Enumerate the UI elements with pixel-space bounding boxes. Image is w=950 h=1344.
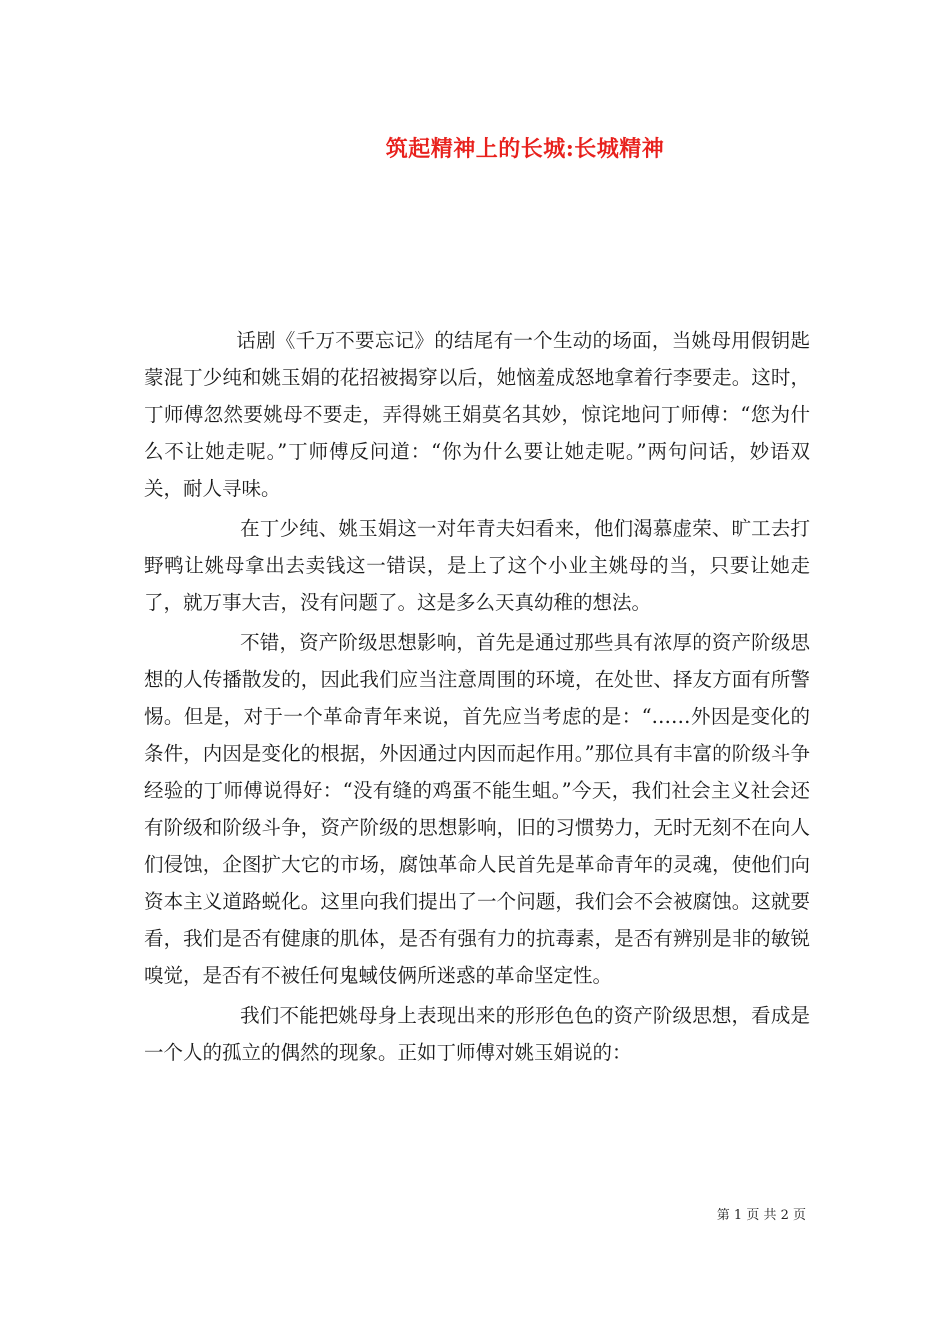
- paragraph: [144, 997, 810, 1071]
- paragraph: [144, 624, 810, 994]
- paragraph: [144, 322, 810, 507]
- paragraph: [144, 510, 810, 621]
- document-title: 筑起精神上的长城:长城精神: [385, 136, 665, 162]
- paragraph-text: 在丁少纯、姚玉娟这一对年青夫妇看来，他们渴慕虚荣、旷工去打野鸭让姚母拿出去卖钱这一错误，是上了这个小业主姚母的当，只要让她走了，就万事大吉，没有问题了。这是多么天真幼稚的想法。: [144, 517, 810, 614]
- paragraph-text: 话剧《千万不要忘记》的结尾有一个生动的场面，当姚母用假钥匙蒙混丁少纯和姚玉娟的花招被揭穿以后，她恼羞成怒地拿着行李要走。这时，丁师傅忽然要姚母不要走，弄得姚王娟莫名其妙，惊诧地问丁师傅：“您为什么不让她走呢。”丁师傅反问道：“你为什么要让她走呢。”两句问话，妙语双关，耐人寻味。: [144, 329, 810, 500]
- paragraph-text: 我们不能把姚母身上表现出来的形形色色的资产阶级思想，看成是一个人的孤立的偶然的现象。正如丁师傅对姚玉娟说的：: [144, 1004, 810, 1064]
- page-number: 第 1 页 共 2 页: [716, 1208, 806, 1223]
- document-body: [144, 322, 810, 1071]
- paragraph-text: 不错，资产阶级思想影响，首先是通过那些具有浓厚的资产阶级思想的人传播散发的，因此我们应当注意周围的环境，在处世、择友方面有所警惕。但是，对于一个革命青年来说，首先应当考虑的是：“……外因是变化的条件，内因是变化的根据，外因通过内因而起作用。”那位具有丰富的阶级斗争经验的丁师傅说得好：“没有缝的鸡蛋不能生蛆。”今天，我们社会主义社会还有阶级和阶级斗争，资产阶级的思想影响，旧的习惯势力，无时无刻不在向人们侵蚀，企图扩大它的市场，腐蚀革命人民首先是革命青年的灵魂，使他们向资本主义道路蜕化。这里向我们提出了一个问题，我们会不会被腐蚀。这就要看，我们是否有健康的肌体，是否有强有力的抗毒素，是否有辨别是非的敏锐嗅觉，是否有不被任何鬼蜮伎俩所迷惑的革命坚定性。: [144, 631, 810, 987]
